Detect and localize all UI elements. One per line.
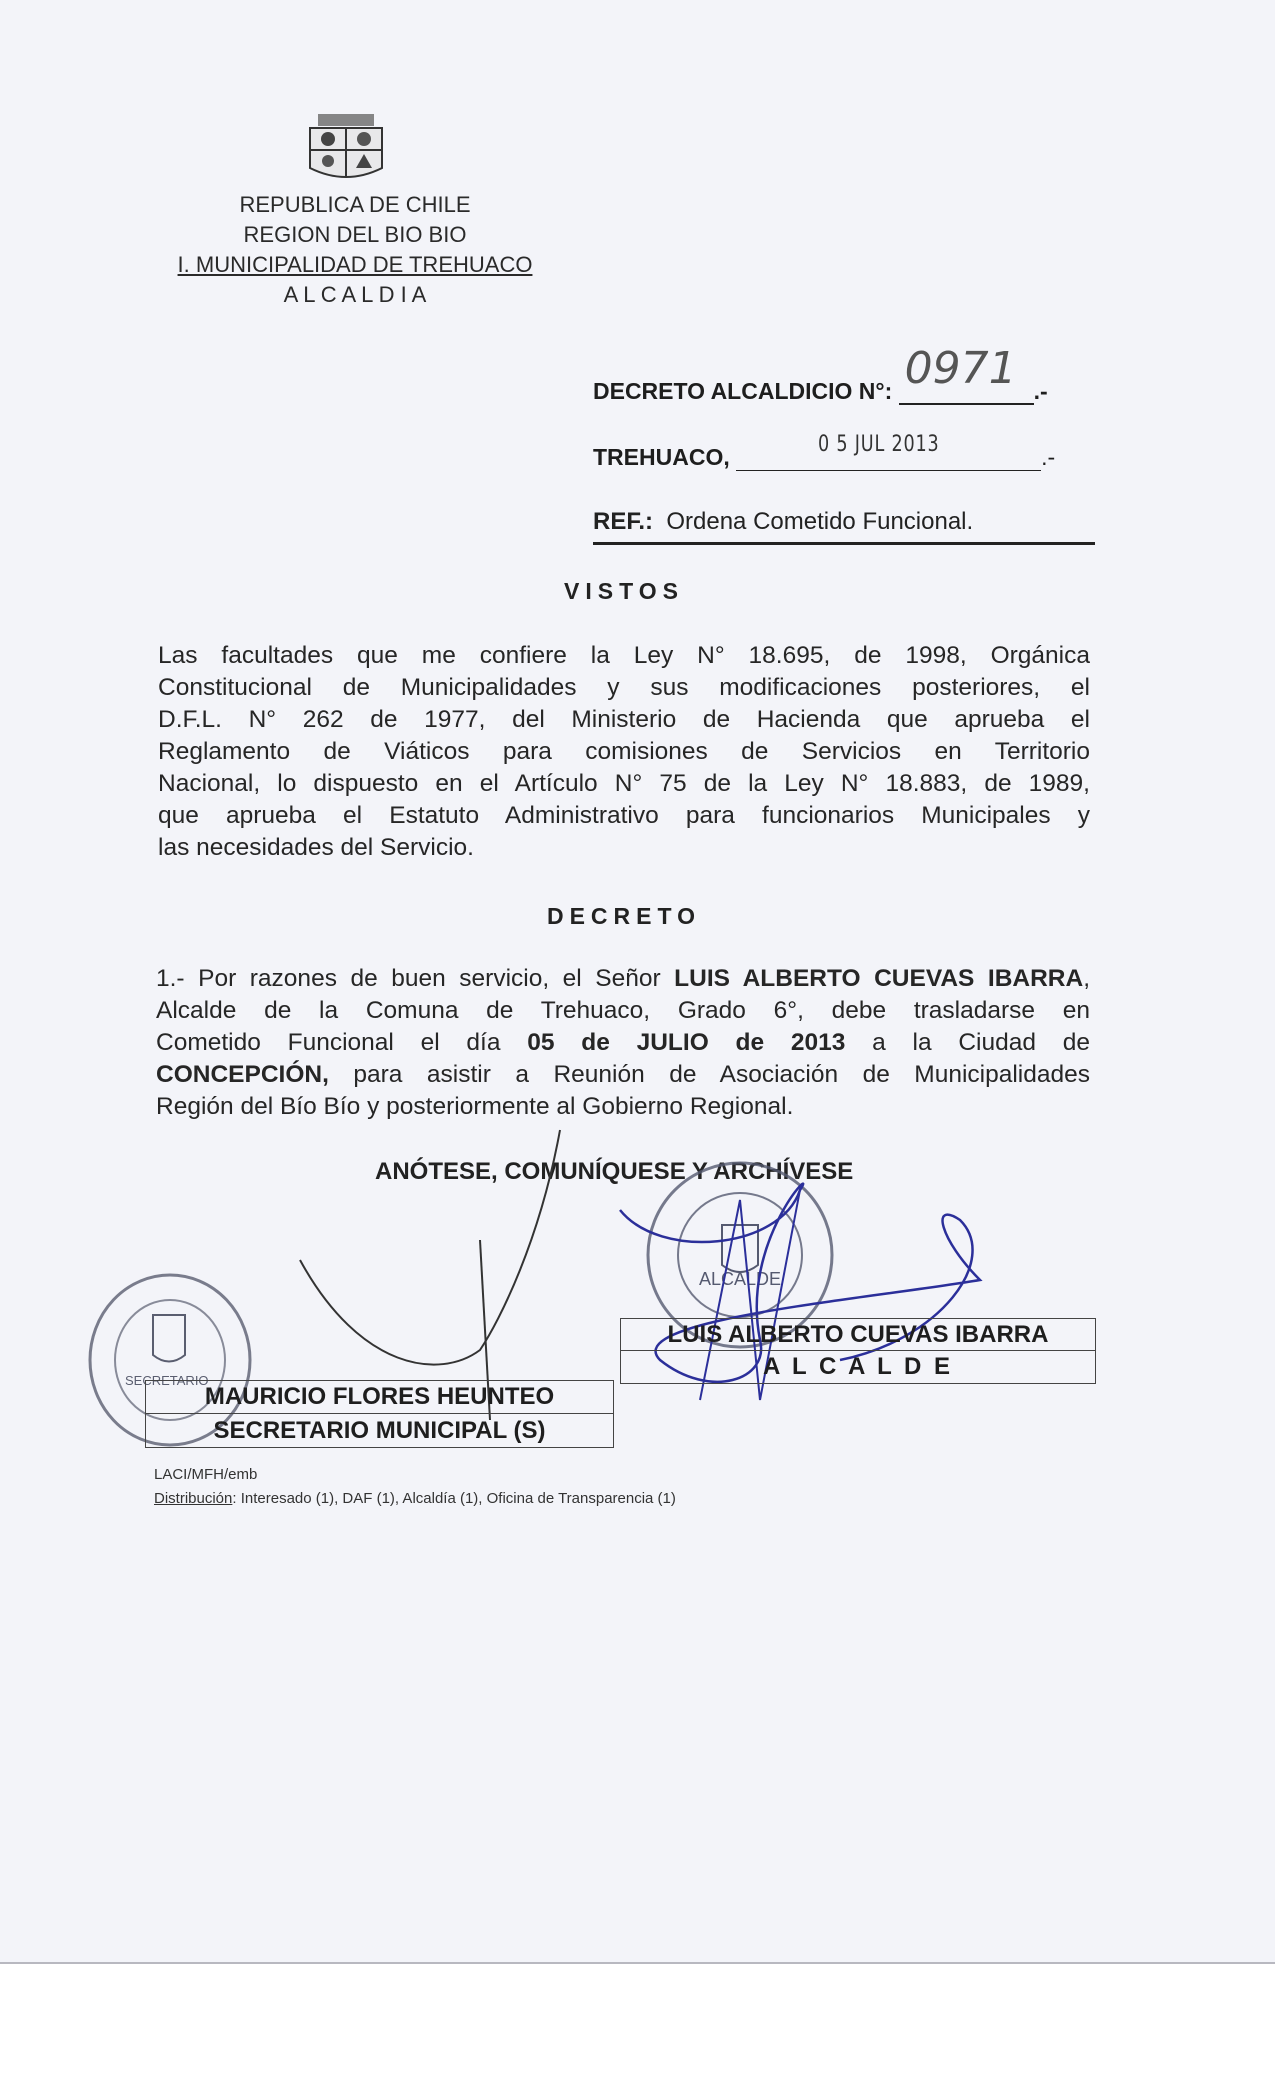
decree-number-field [593, 343, 1048, 405]
decreto-text: 1.- Por razones de buen servicio, el Señor [156, 965, 675, 992]
secretary-signature-box [145, 1380, 614, 1448]
decreto-text: para asistir a Reunión de Asociación de Municipalidades [328, 1061, 1090, 1088]
ref-label: REF.: [593, 508, 653, 535]
vistos-heading: VISTOS [564, 578, 684, 604]
secretary-title: SECRETARIO MUNICIPAL (S) [213, 1416, 546, 1444]
decreto-text: a la Ciudad de [845, 1029, 1090, 1056]
header-republic: REPUBLICA DE CHILE [239, 192, 471, 217]
vistos-paragraph [158, 640, 1090, 864]
reference-field [593, 508, 1095, 545]
header-region: REGION DEL BIO BIO [243, 222, 467, 247]
decree-number-suffix: .- [1033, 378, 1048, 404]
date-suffix: .- [1041, 444, 1056, 470]
vistos-line: D.F.L. N° 262 de 1977, del Ministerio de Hacienda que aprueba el [158, 706, 1090, 733]
vistos-line: que aprueba el Estatuto Administrativo para funcionarios Municipales y [158, 802, 1090, 829]
decreto-text: , [1083, 965, 1090, 992]
distribution-line [154, 1490, 676, 1507]
place-label: TREHUACO, [593, 444, 730, 470]
svg-text:ALCALDE: ALCALDE [698, 1269, 782, 1289]
initials: LACI/MFH/emb [154, 1466, 258, 1483]
vistos-line: las necesidades del Servicio. [158, 834, 474, 861]
header-municipality: I. MUNICIPALIDAD DE TREHUACO [177, 252, 533, 277]
decreto-paragraph [156, 963, 1090, 1123]
ref-value: Ordena Cometido Funcional. [666, 508, 974, 535]
mayor-name-inline: LUIS ALBERTO CUEVAS IBARRA [674, 965, 1084, 992]
secretary-name: MAURICIO FLORES HEUNTEO [146, 1381, 613, 1414]
decreto-heading: DECRETO [546, 903, 702, 929]
decree-number-value: 0971 [904, 343, 1017, 394]
decreto-text: Cometido Funcional el día [156, 1029, 528, 1056]
coat-of-arms-logo [296, 112, 396, 184]
mayor-name: LUIS ALBERTO CUEVAS IBARRA [621, 1319, 1095, 1351]
destination-city: CONCEPCIÓN, [156, 1061, 329, 1088]
mayor-signature-box [620, 1318, 1096, 1384]
decreto-text: Región del Bío Bío y posteriormente al Gobierno Regional. [156, 1093, 794, 1120]
decree-number-label: DECRETO ALCALDICIO N°: [593, 378, 893, 404]
vistos-line: Reglamento de Viáticos para comisiones de Servicios en Territorio [158, 738, 1090, 765]
distribution-label: Distribución [154, 1490, 233, 1507]
distribution-value: : Interesado (1), DAF (1), Alcaldía (1), Oficina de Transparencia (1) [232, 1490, 676, 1507]
decreto-text: Alcalde de la Comuna de Trehuaco, Grado 6°, debe trasladarse en [156, 997, 1090, 1024]
header-office: A L C A L D I A [283, 282, 427, 307]
closing-formula: ANÓTESE, COMUNÍQUESE Y ARCHÍVESE [375, 1158, 854, 1185]
vistos-line: Constitucional de Municipalidades y sus modificaciones posteriores, el [158, 674, 1090, 701]
trip-date: 05 de JULIO de 2013 [527, 1029, 846, 1056]
mayor-title: A L C A L D E [762, 1353, 954, 1380]
date-stamp: 0 5 JUL 2013 [818, 432, 940, 457]
place-date-field [593, 432, 1056, 471]
vistos-line: Nacional, lo dispuesto en el Artículo N° 75 de la Ley N° 18.883, de 1989, [158, 770, 1090, 797]
vistos-line: Las facultades que me confiere la Ley N° 18.695, de 1998, Orgánica [158, 642, 1090, 669]
svg-text:SECRETARIO: SECRETARIO [125, 1373, 209, 1388]
